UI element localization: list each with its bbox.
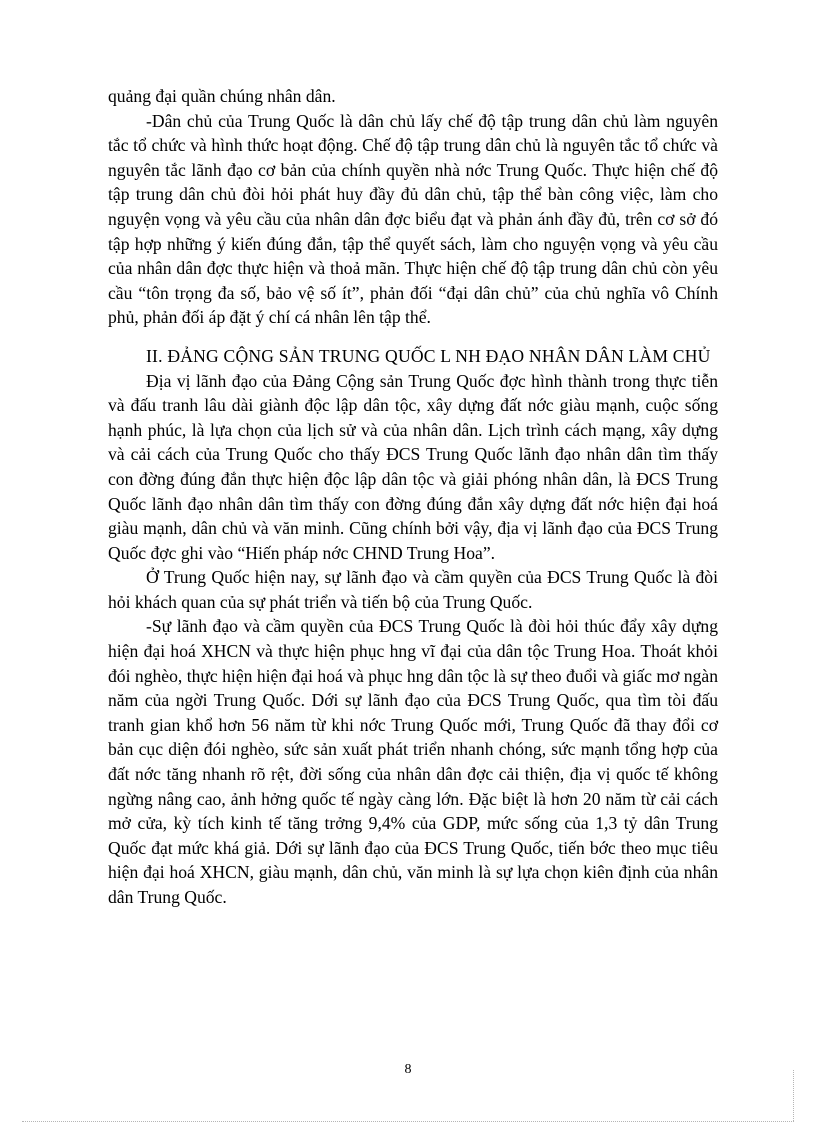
page-border-bottom [22,1121,794,1122]
document-page [108,84,718,910]
page-border-right [793,1070,794,1121]
paragraph-party-leadership-role: Địa vị lãnh đạo của Đảng Cộng sản Trung Quốc đợc hình thành trong thực tiễn và đấu tranh lâu dài giành độc lập dân tộc, xây dựng đất nớc giàu mạnh, cuộc sống hạnh phúc, là lựa chọn của lịch sử và của nhân dân. Lịch trình cách mạng, xây dựng và cải cách của Trung Quốc cho thấy ĐCS Trung Quốc lãnh đạo nhân dân tìm thấy con đờng đúng đắn thực hiện độc lập dân tộc và giải phóng nhân dân, là ĐCS Trung Quốc lãnh đạo nhân dân tìm thấy con đờng đúng đắn xây dựng đất nớc hiện đại hoá giàu mạnh, dân chủ và văn minh. Cũng chính bởi vậy, địa vị lãnh đạo của ĐCS Trung Quốc đợc ghi vào “Hiến pháp nớc CHND Trung Hoa”. [108,370,718,563]
paragraph-democratic-centralism: -Dân chủ của Trung Quốc là dân chủ lấy chế độ tập trung dân chủ làm nguyên tắc tổ chức và hình thức hoạt động. Chế độ tập trung dân chủ là nguyên tắc tổ chức và nguyên tắc lãnh đạo cơ bản của chính quyền nhà nớc Trung Quốc. Thực hiện chế độ tập trung dân chủ đòi hỏi phát huy đầy đủ dân chủ, tập thể bàn công việc, làm cho nguyện vọng và yêu cầu của nhân dân đợc biểu đạt và phản ánh đầy đủ, trên cơ sở đó tập hợp những ý kiến đúng đắn, tập thể quyết sách, làm cho nguyện vọng và yêu cầu của nhân dân đợc thực hiện và thoả mãn. Thực hiện chế độ tập trung dân chủ còn yêu cầu “tôn trọng đa số, bảo vệ số ít”, phản đối “đại dân chủ” của chủ nghĩa vô Chính phủ, phản đối áp đặt ý chí cá nhân lên tập thể. [108,110,718,328]
paragraph-continuation: quảng đại quần chúng nhân dân. [108,86,336,106]
section-heading: II. ĐẢNG CỘNG SẢN TRUNG QUỐC L NH ĐẠO NHÂN DÂN LÀM CHỦ [146,345,711,366]
page-number: 8 [404,1062,412,1077]
paragraph-objective-requirement: Ở Trung Quốc hiện nay, sự lãnh đạo và cầm quyền của ĐCS Trung Quốc là đòi hỏi khách quan của sự phát triển và tiến bộ của Trung Quốc. [108,567,718,612]
paragraph-modernization: -Sự lãnh đạo và cầm quyền của ĐCS Trung Quốc là đòi hỏi thúc đẩy xây dựng hiện đại hoá XHCN và thực hiện phục hng vĩ đại của dân tộc Trung Hoa. Thoát khỏi đói nghèo, thực hiện hiện đại hoá và phục hng dân tộc là sự theo đuổi và giấc mơ ngàn năm của ngời Trung Quốc. Dới sự lãnh đạo của ĐCS Trung Quốc, qua tìm tòi đấu tranh gian khổ hơn 56 năm từ khi nớc Trung Quốc mới, Trung Quốc đã thay đổi cơ bản cục diện đói nghèo, sức sản xuất phát triển nhanh chóng, sức mạnh tổng hợp của đất nớc tăng nhanh rõ rệt, đời sống của nhân dân đợc cải thiện, địa vị quốc tế không ngừng nâng cao, ảnh hởng quốc tế ngày càng lớn. Đặc biệt là hơn 20 năm từ cải cách mở cửa, kỳ tích kinh tế tăng trởng 9,4% của GDP, mức sống của 1,3 tỷ dân Trung Quốc đạt mức khá giả. Dới sự lãnh đạo của ĐCS Trung Quốc, tiến bớc theo mục tiêu hiện đại hoá XHCN, giàu mạnh, dân chủ, văn minh là sự lựa chọn kiên định của nhân dân Trung Quốc. [108,616,718,907]
